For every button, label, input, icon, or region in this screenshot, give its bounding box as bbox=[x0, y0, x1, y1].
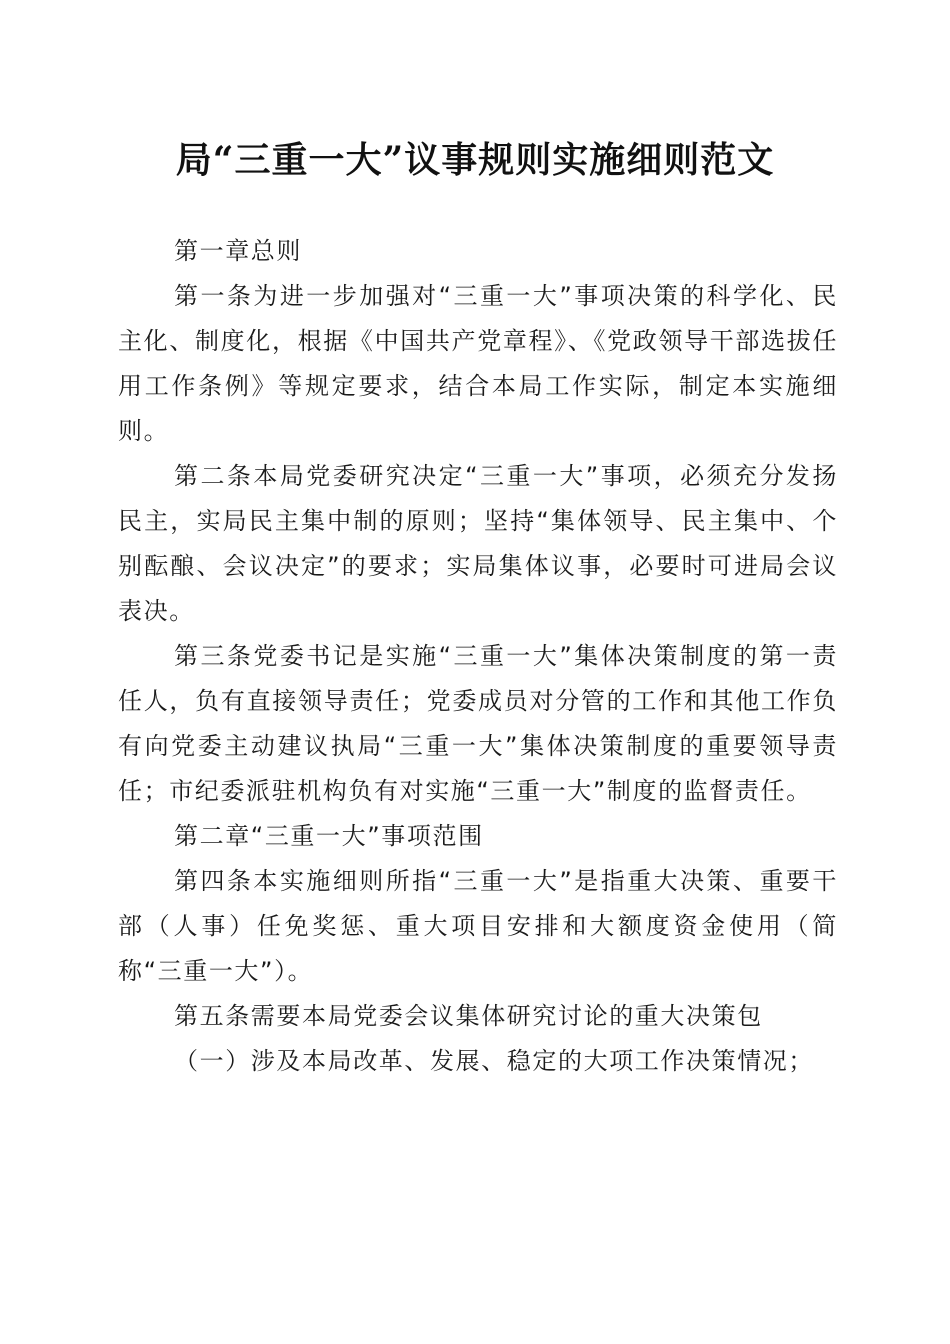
article-paragraph: 第三条党委书记是实施“三重一大”集体决策制度的第一责任人，负有直接领导责任；党委成员对分管的工作和其他工作负有向党委主动建议执局“三重一大”集体决策制度的重要领导责任；市纪委派驻机构负有对实施“三重一大”制度的监督责任。 bbox=[118, 642, 838, 805]
chapter-heading: 第一章总则 bbox=[174, 237, 302, 265]
document-body bbox=[118, 229, 838, 1084]
list-item: （一）涉及本局改革、发展、稳定的大项工作决策情况； bbox=[174, 1047, 814, 1075]
article-paragraph: 第四条本实施细则所指“三重一大”是指重大决策、重要干部（人事）任免奖惩、重大项目安排和大额度资金使用（简称“三重一大”）。 bbox=[118, 867, 838, 985]
article-paragraph: 第二条本局党委研究决定“三重一大”事项，必须充分发扬民主，实局民主集中制的原则；坚持“集体领导、民主集中、个别酝酿、会议决定”的要求；实局集体议事，必要时可进局会议表决。 bbox=[118, 462, 838, 625]
article-paragraph: 第五条需要本局党委会议集体研究讨论的重大决策包 bbox=[174, 1002, 763, 1030]
chapter-heading: 第二章“三重一大”事项范围 bbox=[174, 822, 484, 850]
article-paragraph: 第一条为进一步加强对“三重一大”事项决策的科学化、民主化、制度化，根据《中国共产党章程》、《党政领导干部选拔任用工作条例》等规定要求，结合本局工作实际，制定本实施细则。 bbox=[118, 282, 838, 445]
document-title: 局“三重一大”议事规则实施细则范文 bbox=[175, 139, 775, 181]
